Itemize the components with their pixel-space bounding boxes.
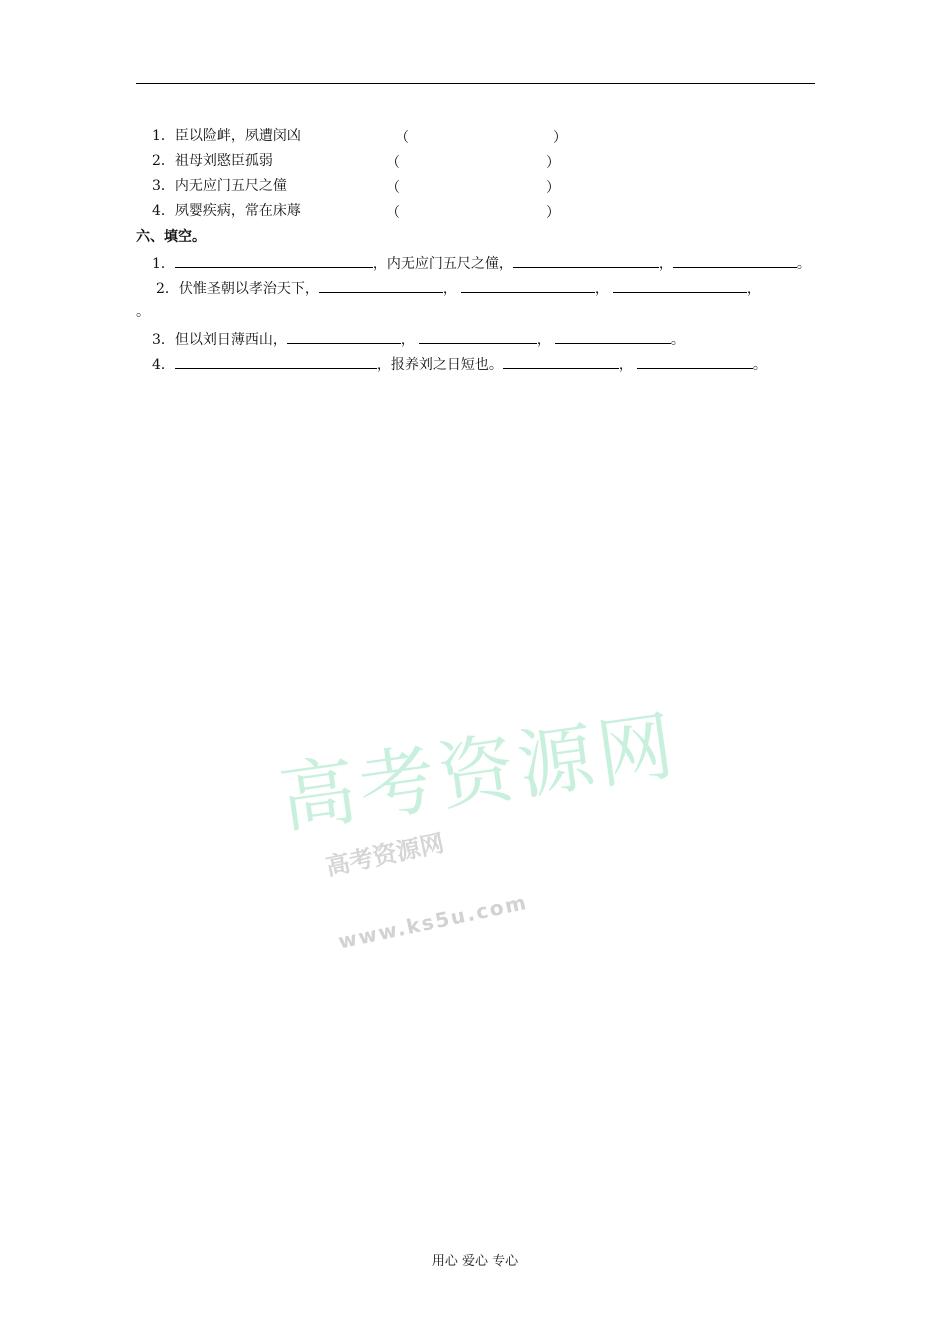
item-number: 1． [152,128,175,144]
paren-open: （ [386,155,400,171]
question-text: 但以刘日薄西山， [174,332,287,348]
punctuation: ， [658,256,673,272]
answer-blank[interactable] [555,329,671,344]
matching-item-3 [152,177,287,195]
fill-question-1 [152,253,811,273]
section-heading: 六、填空。 [136,229,206,245]
answer-blank[interactable] [175,253,373,268]
question-number: 4． [152,357,175,373]
paren-close: ） [546,155,560,171]
punctuation: 。 [752,357,767,373]
paren-close: ） [553,130,567,146]
answer-blank[interactable] [613,278,747,293]
fill-question-3 [152,329,685,349]
question-number: 3． [152,332,175,348]
answer-blank[interactable] [461,278,595,293]
item-text: 祖母刘愍臣孤弱 [174,153,273,169]
answer-blank[interactable] [175,354,377,369]
watermark-large: 高考资源网 [274,700,683,844]
item-text: 内无应门五尺之僮 [174,178,287,194]
answer-blank[interactable] [419,329,537,344]
item-text: 臣以险衅，夙遭闵凶 [174,128,301,144]
paren-close: ） [546,180,560,196]
answer-blank[interactable] [503,354,619,369]
punctuation: ， [594,281,609,297]
answer-blank[interactable] [513,253,659,268]
punctuation: ， [618,357,633,373]
item-number: 3． [152,178,175,194]
item-text: 夙婴疾病，常在床蓐 [174,203,301,219]
question-text: 伏惟圣朝以孝治天下， [178,281,319,297]
punctuation: ， [442,281,457,297]
question-text: ，报养刘之日短也。 [376,357,503,373]
punctuation: 。 [670,332,685,348]
question-2-wrap: 。 [136,304,150,320]
watermark-small: 高考资源网 [323,828,447,882]
item-number: 4． [152,203,175,219]
question-number: 2． [156,281,179,297]
page-footer: 用心 爱心 专心 [431,1254,519,1269]
answer-blank[interactable] [637,354,753,369]
item-number: 2． [152,153,175,169]
matching-item-2 [152,152,273,170]
fill-question-4 [152,354,767,374]
matching-item-4 [152,202,301,220]
punctuation: ， [400,332,415,348]
header-rule [136,83,815,84]
punctuation: 。 [796,256,811,272]
punctuation: ， [536,332,551,348]
fill-question-2 [156,278,761,298]
question-number: 1． [152,256,175,272]
question-text: ，内无应门五尺之僮， [372,256,513,272]
matching-item-1 [152,127,301,145]
paren-open: （ [386,180,400,196]
answer-blank[interactable] [673,253,797,268]
paren-open: （ [386,205,400,221]
answer-blank[interactable] [319,278,443,293]
paren-close: ） [546,205,560,221]
answer-blank[interactable] [287,329,401,344]
watermark-url: www.ks5u.com [336,889,530,954]
paren-open: （ [395,130,409,146]
punctuation: ， [746,281,761,297]
